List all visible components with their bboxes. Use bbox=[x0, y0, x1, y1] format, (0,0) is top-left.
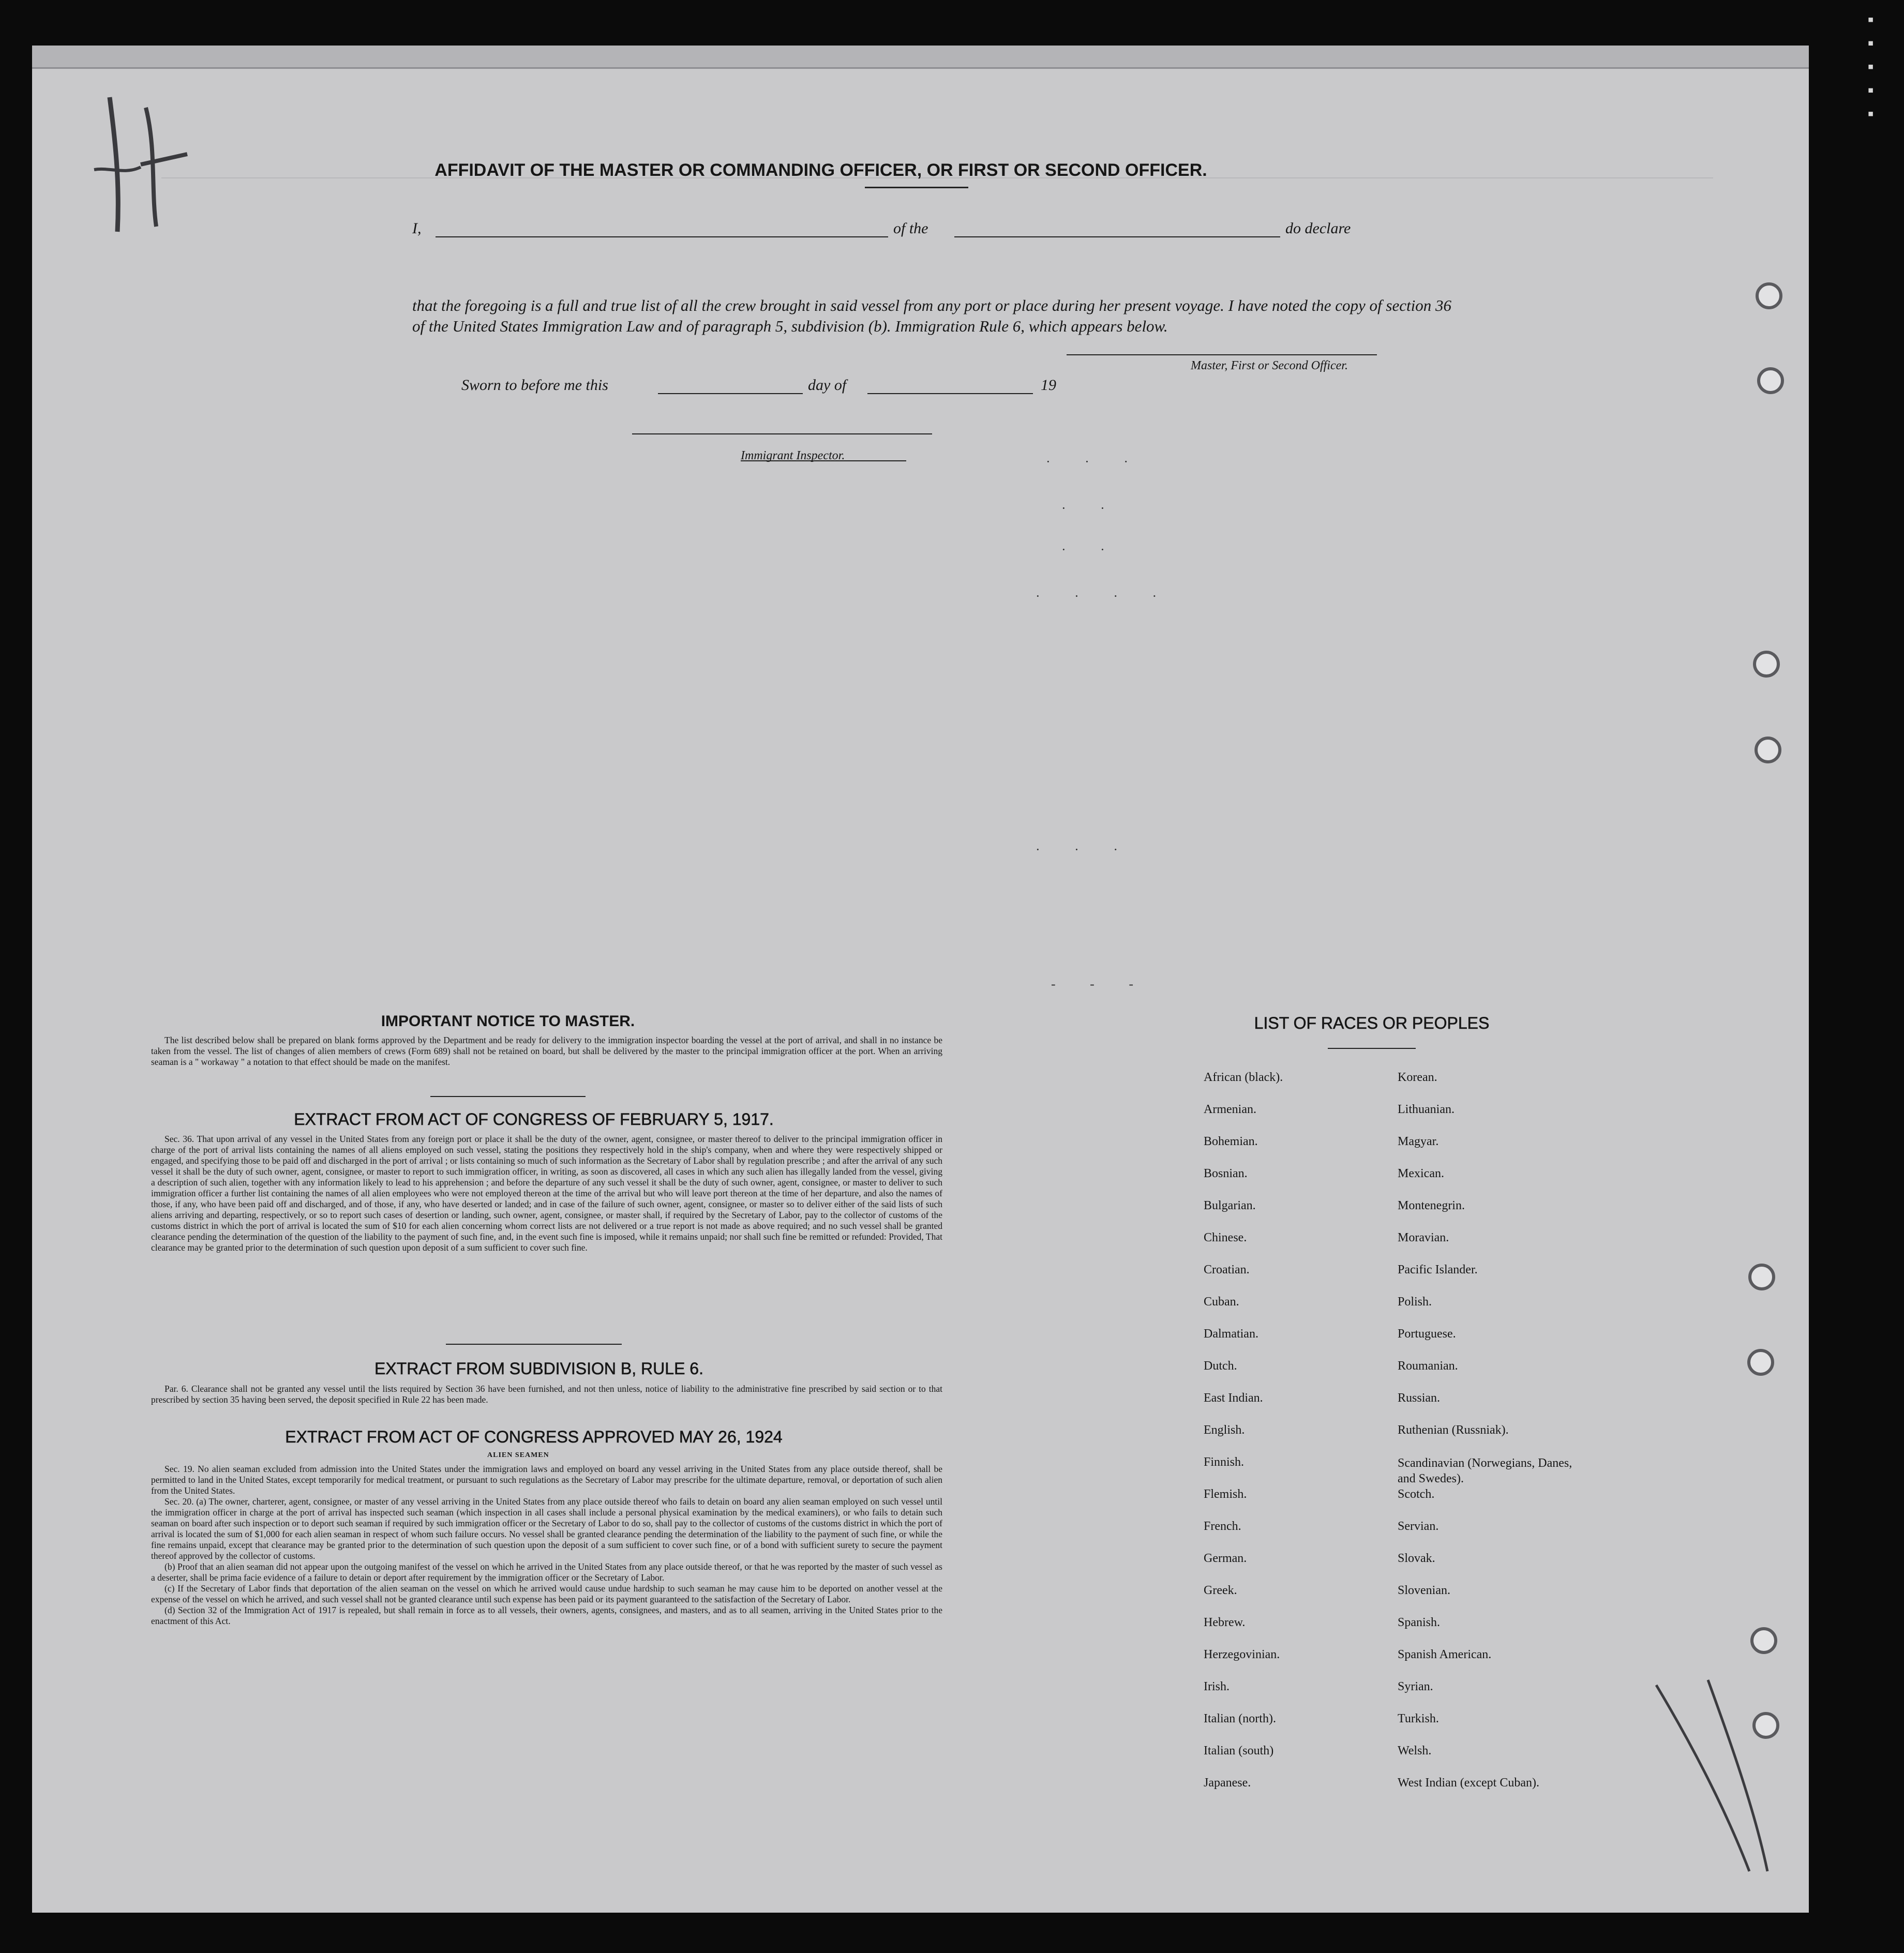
sworn-text: Sworn to before me this bbox=[461, 377, 608, 394]
race-item: Welsh. bbox=[1398, 1744, 1432, 1757]
race-item: Korean. bbox=[1398, 1071, 1437, 1084]
dot-marks: · · bbox=[1061, 501, 1120, 516]
extract-1924-title: EXTRACT FROM ACT OF CONGRESS APPROVED MAY 26, 1924 bbox=[285, 1428, 783, 1446]
inspector-signature-blank bbox=[632, 433, 932, 434]
sec-20d-paragraph: (d) Section 32 of the Immigration Act of 1917 is repealed, but shall remain in force as to all vessels, their owners, agents, consignees, and masters, and as to all seamen, arriving in the United States prior to the enactment of this Act. bbox=[151, 1605, 942, 1626]
race-item: Italian (north). bbox=[1204, 1712, 1276, 1725]
binding-hole bbox=[1748, 1264, 1775, 1290]
race-item: Flemish. bbox=[1204, 1488, 1247, 1501]
race-item: Montenegrin. bbox=[1398, 1199, 1465, 1212]
race-item: Japanese. bbox=[1204, 1776, 1251, 1790]
race-item: Irish. bbox=[1204, 1680, 1230, 1693]
race-item: Dalmatian. bbox=[1204, 1327, 1258, 1341]
rule6-paragraph: Par. 6. Clearance shall not be granted any vessel until the lists required by Section 36 have been furnished, and not then unless, notice of liability to the administrative fine prescribed by said section or to that prescribed by section 35 having been served, the deposit specified in Rule 22 has been made. bbox=[151, 1384, 942, 1405]
race-item: West Indian (except Cuban). bbox=[1398, 1776, 1539, 1790]
notice-paragraph: The list described below shall be prepared on blank forms approved by the Department and be ready for delivery to the immigration inspector boarding the vessel at the port of arrival, and shall in no instance be taken from the vessel. The list of changes of alien members of crews (Form 689) shall not be retained on board, but shall be delivered by the master to the principal immigration officer at the port. When an arriving seaman is a " workaway " a notation to that effect should be made on the manifest. bbox=[151, 1035, 942, 1067]
race-item: Russian. bbox=[1398, 1391, 1441, 1405]
race-item: Pacific Islander. bbox=[1398, 1263, 1478, 1276]
race-item: Croatian. bbox=[1204, 1263, 1250, 1276]
race-item: French. bbox=[1204, 1520, 1241, 1533]
section-36-paragraph: Sec. 36. That upon arrival of any vessel in the United States from any foreign port or place it shall be the duty of the owner, agent, consignee, or master thereof to deliver to the principal immigration officer in charge of the port of arrival lists containing the names of all aliens employed on such vessel, stating the positions they respectively hold in the ship's company, when and where they were respectively shipped or engaged, and specifying those to be paid off and discharged in the port of arrival ; or lists containing so much of such information as the Secretary of Labor shall by regulation prescribe ; and after the arrival of any such vessel it shall be the duty of such owner, agent, consignee, or master to report to such immigration officer, in writing, as soon as discovered, all cases in which any such alien has illegally landed from the vessel, giving a description of such alien, together with any information likely to lead to his apprehension ; and before the departure of any such vessel it shall be the duty of such owner, agent, consignee, or master to deliver to such immigration officer a further list containing the names of all alien employees who were not employed thereon at the time of the arrival but who will leave port thereon at the time of her departure, and also the names of those, if any, who have been paid off and discharged, and of those, if any, who have deserted or landed; and in case of the failure of such owner, agent, consignee, or master so to deliver either of the said lists of such aliens arriving and departing, respectively, or so to report such cases of desertion or landing, such owner, agent, consignee, or master shall, if required by the Secretary of Labor, pay to the collector of customs of the customs district in which the port of arrival is located the sum of $10 for each alien concerning whom correct lists are not delivered or a true report is not made as above required; and no such vessel shall be granted clearance pending the determination of the question of the liability to the payment of such fine, and, in the event such fine is imposed, while it remains unpaid; nor shall such fine be remitted or refunded: Provided, That clearance may be granted prior to the determination of such question upon deposit of a sum sufficient to cover such fine. bbox=[151, 1134, 942, 1253]
race-item: Scotch. bbox=[1398, 1488, 1435, 1501]
race-item: Bulgarian. bbox=[1204, 1199, 1256, 1212]
dot-marks: · · · · bbox=[1036, 589, 1173, 604]
dot-marks: · · · bbox=[1036, 842, 1133, 857]
race-item: English. bbox=[1204, 1423, 1245, 1437]
binding-hole bbox=[1756, 282, 1782, 309]
name-blank bbox=[436, 236, 888, 237]
extract-1917-body bbox=[151, 1134, 942, 1253]
race-item: Spanish. bbox=[1398, 1616, 1441, 1629]
sec-19-paragraph: Sec. 19. No alien seaman excluded from admission into the United States under the immigration laws and employed on board any vessel arriving in the United States from any place outside thereof, shall be permitted to land in the United States, except temporarily for medical treatment, or pursuant to such regulations as the Secretary of Labor may prescribe for the ultimate departure, removal, or deportation of such alien from the United States. bbox=[151, 1464, 942, 1496]
right-edge-fragments: ▪ ▪ ▪ ▪ ▪ bbox=[1861, 10, 1880, 124]
extract-rule6-title: EXTRACT FROM SUBDIVISION B, RULE 6. bbox=[374, 1359, 703, 1378]
race-item: Herzegovinian. bbox=[1204, 1648, 1280, 1661]
race-item: Moravian. bbox=[1398, 1231, 1449, 1244]
race-item: East Indian. bbox=[1204, 1391, 1263, 1405]
race-item: Finnish. bbox=[1204, 1455, 1245, 1469]
race-item: Dutch. bbox=[1204, 1359, 1237, 1373]
affidavit-declaration-line bbox=[412, 220, 1447, 237]
notice-body bbox=[151, 1035, 942, 1068]
race-item: Syrian. bbox=[1398, 1680, 1433, 1693]
races-title: LIST OF RACES OR PEOPLES bbox=[1254, 1014, 1490, 1032]
month-blank bbox=[867, 393, 1033, 394]
race-item: Polish. bbox=[1398, 1295, 1432, 1309]
extract-1924-body bbox=[151, 1464, 942, 1627]
race-item: Slovenian. bbox=[1398, 1584, 1450, 1597]
race-item: Roumanian. bbox=[1398, 1359, 1458, 1373]
affidavit-paragraph: that the foregoing is a full and true list of all the crew brought in said vessel from any port or place during her present voyage. I have noted the copy of section 36 of the United States Immigration Law and of paragraph 5, subdivision (b). Immigration Rule 6, which appears below. bbox=[412, 296, 1451, 335]
sworn-line bbox=[461, 377, 1496, 394]
race-item: Italian (south) bbox=[1204, 1744, 1274, 1757]
signature-blank bbox=[1067, 354, 1377, 355]
extract-1924-subtitle: ALIEN SEAMEN bbox=[487, 1451, 549, 1459]
race-item: Magyar. bbox=[1398, 1135, 1439, 1148]
race-item: African (black). bbox=[1204, 1071, 1283, 1084]
day-blank bbox=[658, 393, 803, 394]
race-item: Scandinavian (Norwegians, Danes, and Swedes). bbox=[1398, 1456, 1572, 1485]
race-item: Ruthenian (Russniak). bbox=[1398, 1423, 1509, 1437]
binding-hole bbox=[1755, 737, 1781, 763]
binding-hole bbox=[1753, 651, 1780, 678]
extract-rule6-body bbox=[151, 1384, 942, 1405]
race-item: Bohemian. bbox=[1204, 1135, 1258, 1148]
inspector-caption-rule bbox=[741, 460, 906, 461]
affidavit-declare: do declare bbox=[1285, 220, 1351, 237]
races-title-underline bbox=[1328, 1048, 1416, 1049]
binding-hole bbox=[1757, 367, 1784, 394]
race-item: Mexican. bbox=[1398, 1167, 1444, 1180]
day-of-text: day of bbox=[808, 377, 847, 394]
vessel-blank bbox=[954, 236, 1280, 237]
race-item: Turkish. bbox=[1398, 1712, 1439, 1725]
affidavit-of-the: of the bbox=[893, 220, 928, 237]
page-top-edge bbox=[32, 46, 1809, 69]
race-item: Cuban. bbox=[1204, 1295, 1239, 1309]
race-item: Hebrew. bbox=[1204, 1616, 1246, 1629]
document-page bbox=[32, 46, 1809, 1913]
section-divider bbox=[446, 1344, 622, 1345]
race-item: Armenian. bbox=[1204, 1103, 1256, 1116]
race-item: Spanish American. bbox=[1398, 1648, 1492, 1661]
pencil-stroke bbox=[1646, 1675, 1780, 1892]
affidavit-title: AFFIDAVIT OF THE MASTER OR COMMANDING OFFICER, OR FIRST OR SECOND OFFICER. bbox=[434, 160, 1207, 180]
binding-hole bbox=[1750, 1627, 1777, 1654]
binding-hole bbox=[1747, 1349, 1774, 1376]
race-item: Bosnian. bbox=[1204, 1167, 1248, 1180]
extract-1917-title: EXTRACT FROM ACT OF CONGRESS OF FEBRUARY 5, 1917. bbox=[294, 1110, 774, 1129]
signature-caption: Master, First or Second Officer. bbox=[1191, 359, 1348, 372]
race-item: Chinese. bbox=[1204, 1231, 1247, 1244]
race-item: Portuguese. bbox=[1398, 1327, 1456, 1341]
race-item: German. bbox=[1204, 1552, 1247, 1565]
title-underline bbox=[865, 187, 968, 188]
section-divider bbox=[430, 1096, 586, 1097]
race-item: Servian. bbox=[1398, 1520, 1439, 1533]
dot-marks: · · bbox=[1061, 542, 1120, 557]
sec-20c-paragraph: (c) If the Secretary of Labor finds that deportation of the alien seaman on the vessel on which he arrived would cause undue hardship to such seaman he may cause him to be deported on another vessel at the expense of the vessel on which he arrived, and such vessel shall not be granted clearance until such expense has been paid or its payment guaranteed to the satisfaction of the Secretary of Labor. bbox=[151, 1583, 942, 1604]
sec-20b-paragraph: (b) Proof that an alien seaman did not appear upon the outgoing manifest of the vessel on which he arrived in the United States from any place outside thereof, or that he was reported by the master of such vessel as a deserter, shall be prima facie evidence of a failure to detain or deport after requirement by the immigration officer or the Secretary of Labor. bbox=[151, 1561, 942, 1583]
inspector-caption: Immigrant Inspector. bbox=[741, 449, 845, 462]
sec-20a-paragraph: Sec. 20. (a) The owner, charterer, agent, consignee, or master of any vessel arriving in the United States from any place outside thereof who fails to detain on board any alien seaman employed on such vessel until the immigration officer in charge at the port of arrival has inspected such seaman (which inspection in all cases shall include a personal physical examination by the medical examiners), or who fails to detain such seaman on board after such inspection or to deport such seaman if required by such immigration officer or the Secretary of Labor to do so, shall pay to the collector of customs of the customs district in which the port of arrival is located the sum of $1,000 for each alien seaman in respect of whom such failure occurs. No vessel shall be granted clearance pending the determination of the liability to the payment of such fine, or while the fine remains unpaid, except that clearance may be granted prior to the determination of such question upon the deposit of a sum sufficient to cover such fine, or of a bond with sufficient surety to secure the payment thereof approved by the collector of customs. bbox=[151, 1496, 942, 1561]
dot-marks: · · · bbox=[1046, 454, 1144, 469]
notice-title: IMPORTANT NOTICE TO MASTER. bbox=[381, 1013, 635, 1030]
race-item: Slovak. bbox=[1398, 1552, 1435, 1565]
race-item: Greek. bbox=[1204, 1584, 1237, 1597]
year-text: 19 bbox=[1041, 377, 1056, 394]
race-item: Lithuanian. bbox=[1398, 1103, 1455, 1116]
handwritten-mark bbox=[79, 77, 213, 252]
dot-marks: - - - bbox=[1051, 976, 1149, 991]
affidavit-i: I, bbox=[412, 220, 422, 237]
